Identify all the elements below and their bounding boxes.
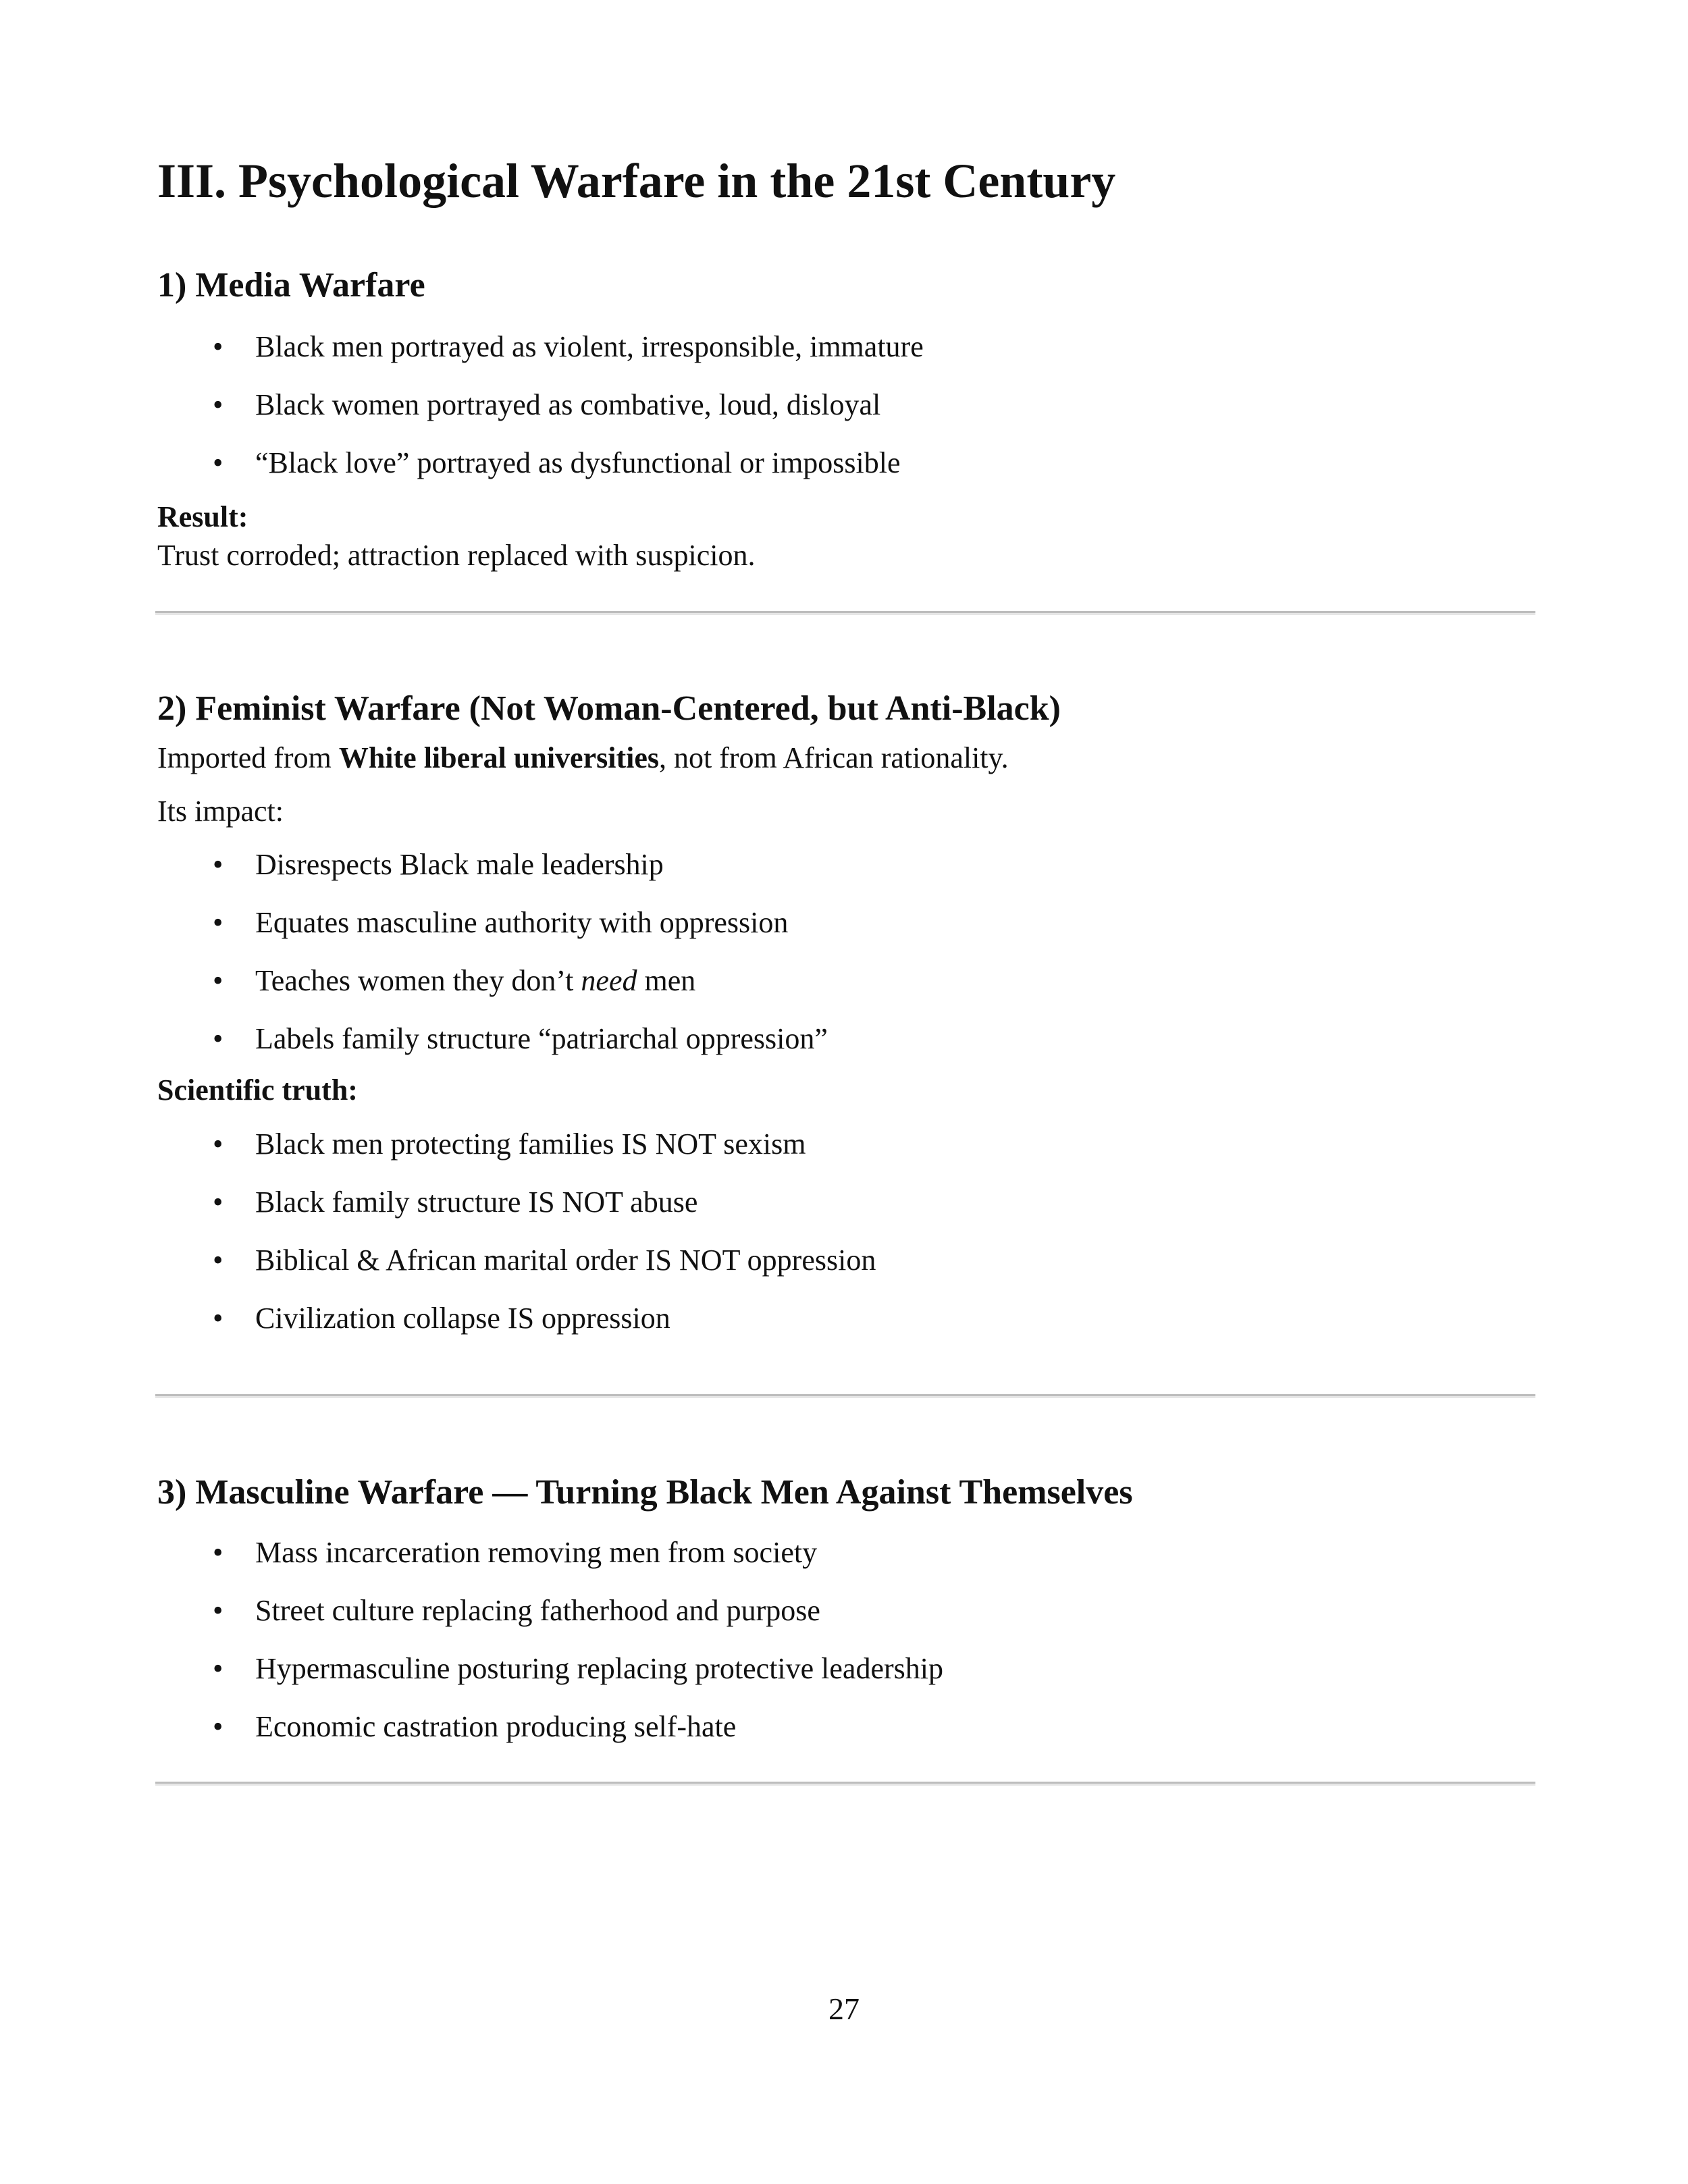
- list-item: [157, 894, 1535, 952]
- bullet-icon: •: [213, 1022, 223, 1056]
- bullet-icon: •: [213, 1127, 223, 1161]
- section-divider: [155, 1782, 1535, 1786]
- bullet-icon: •: [213, 1301, 223, 1335]
- list-item-text: Disrespects Black male leadership: [255, 848, 664, 882]
- intro-paragraph: [157, 739, 1535, 777]
- list-item: [157, 434, 1535, 492]
- bullet-icon: •: [213, 388, 223, 421]
- bullet-list: [157, 1115, 1535, 1348]
- section-masculine-warfare: [157, 1470, 1535, 1756]
- bullet-icon: •: [213, 964, 223, 998]
- bullet-icon: •: [213, 1536, 223, 1569]
- list-item-text: Hypermasculine posturing replacing protective leadership: [255, 1652, 943, 1685]
- list-item-text: [255, 964, 695, 997]
- list-item-text: Civilization collapse IS oppression: [255, 1301, 670, 1335]
- list-item: [157, 1698, 1535, 1756]
- bullet-icon: •: [213, 906, 223, 940]
- section-feminist-warfare: [157, 687, 1535, 1348]
- bullet-icon: •: [213, 1243, 223, 1277]
- section-heading: 3) Masculine Warfare — Turning Black Men Against Themselves: [157, 1473, 1133, 1512]
- list-item-text: “Black love” portrayed as dysfunctional or impossible: [255, 446, 901, 479]
- list-item: [157, 1640, 1535, 1698]
- list-item-emphasis: need: [581, 964, 637, 998]
- list-item-text: Biblical & African marital order IS NOT oppression: [255, 1243, 876, 1277]
- section-heading: 1) Media Warfare: [157, 266, 425, 304]
- bullet-icon: •: [213, 1652, 223, 1685]
- list-item: [157, 1173, 1535, 1231]
- bullet-list: [157, 318, 1535, 492]
- bullet-icon: •: [213, 848, 223, 882]
- section-heading: 2) Feminist Warfare (Not Woman-Centered, but Anti-Black): [157, 689, 1061, 728]
- list-item: [157, 836, 1535, 894]
- list-item-text: Economic castration producing self-hate: [255, 1710, 737, 1743]
- list-item: [157, 376, 1535, 434]
- truth-label: Scientific truth:: [157, 1073, 358, 1107]
- bullet-list: [157, 836, 1535, 1068]
- result-label: Result:: [157, 500, 248, 533]
- list-item: [157, 1582, 1535, 1640]
- section-media-warfare: [157, 263, 1535, 575]
- list-item-text: Labels family structure “patriarchal oppression”: [255, 1022, 828, 1056]
- section-divider: [155, 1394, 1535, 1398]
- section-divider: [155, 611, 1535, 615]
- list-item-text: Equates masculine authority with oppression: [255, 906, 789, 940]
- list-item: [157, 1289, 1535, 1348]
- list-item-text-part: men: [637, 964, 696, 998]
- bullet-icon: •: [213, 1710, 223, 1743]
- list-item: [157, 1524, 1535, 1582]
- intro-text: , not from African rationality.: [659, 741, 1009, 774]
- list-item-text: Black women portrayed as combative, loud, disloyal: [255, 388, 881, 421]
- list-item: [157, 318, 1535, 376]
- list-item: [157, 952, 1535, 1010]
- bullet-icon: •: [213, 330, 223, 363]
- bullet-icon: •: [213, 1185, 223, 1219]
- list-item-text: Mass incarceration removing men from society: [255, 1536, 818, 1569]
- list-item: [157, 1010, 1535, 1068]
- list-item-text: Black men protecting families IS NOT sexism: [255, 1127, 806, 1161]
- bullet-icon: •: [213, 446, 223, 479]
- bullet-list: [157, 1524, 1535, 1756]
- list-item-text: Black men portrayed as violent, irresponsible, immature: [255, 330, 924, 363]
- page-number: 27: [828, 1992, 860, 2026]
- intro-emphasis: White liberal universities: [338, 741, 659, 774]
- list-item-text: Black family structure IS NOT abuse: [255, 1185, 698, 1219]
- list-item: [157, 1231, 1535, 1289]
- list-item-text: Street culture replacing fatherhood and purpose: [255, 1594, 820, 1627]
- intro-text: Imported from: [157, 741, 339, 774]
- list-item: [157, 1115, 1535, 1173]
- page-title: III. Psychological Warfare in the 21st Century: [157, 154, 1116, 208]
- impact-label: Its impact:: [157, 795, 284, 828]
- bullet-icon: •: [213, 1594, 223, 1627]
- result-text: Trust corroded; attraction replaced with suspicion.: [157, 539, 756, 572]
- list-item-text-part: Teaches women they don’t: [255, 964, 581, 998]
